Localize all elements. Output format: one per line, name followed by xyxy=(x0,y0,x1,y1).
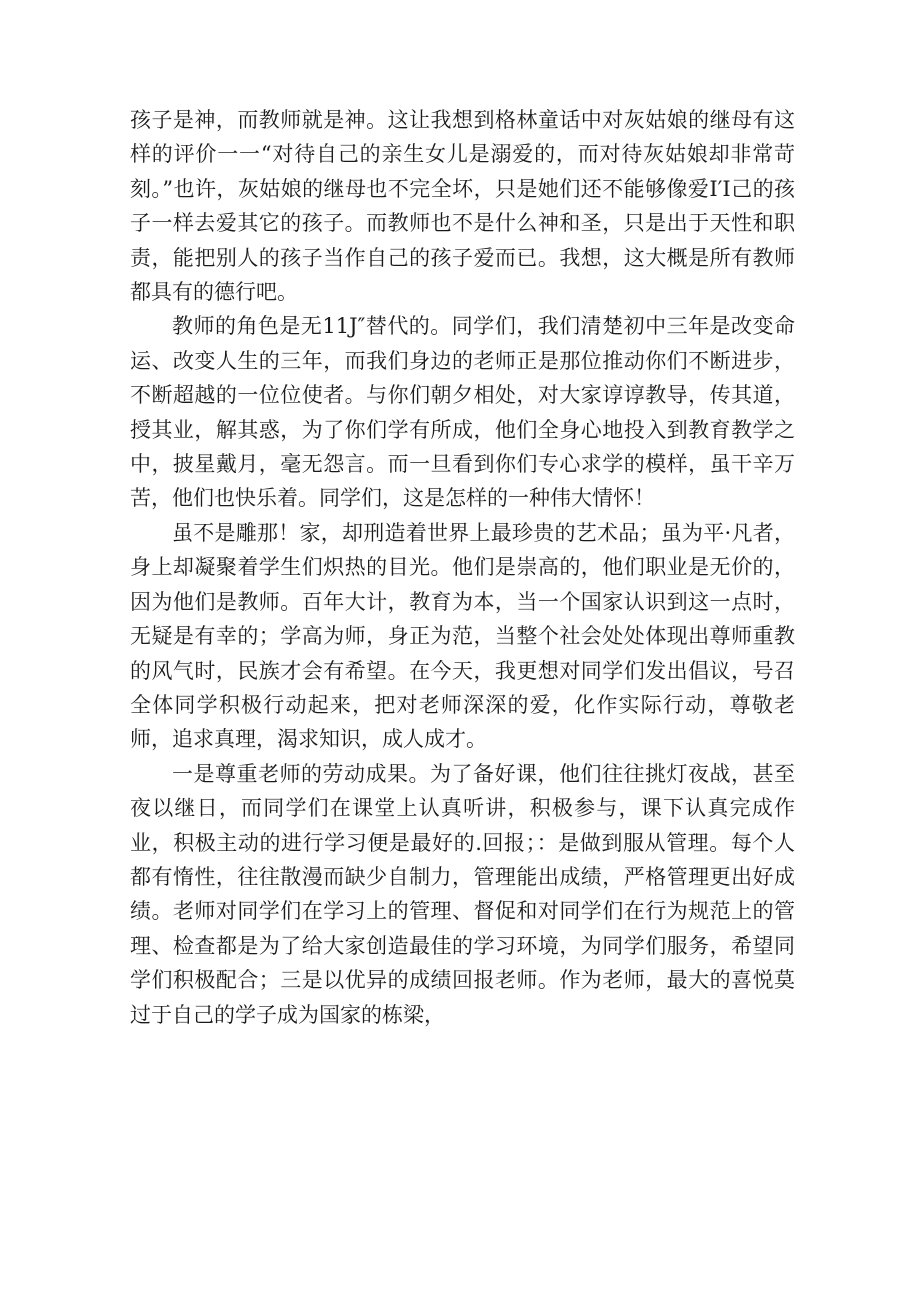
paragraph-2: 教师的角色是无11J″替代的。同学们，我们清楚初中三年是改变命运、改变人生的三年，而我们身边的老师正是那位推动你们不断进步，不断超越的一位位使者。与你们朝夕相处，对大家谆谆教导，传其道，授其业，解其惑，为了你们学有所成，他们全身心地投入到教育教学之中，披星戴月，毫无怨言。而一旦看到你们专心求学的模样，虽干辛万苦，他们也快乐着。同学们，这是怎样的一种伟大情怀！ xyxy=(130,314,795,511)
document-body xyxy=(130,103,795,1032)
paragraph-1: 孩子是神，而教师就是神。这让我想到格林童话中对灰姑娘的继母有这样的评价一一“对待自己的亲生女儿是溺爱的，而对待灰姑娘却非常苛刻。”也许，灰姑娘的继母也不完全坏，只是她们还不能够像爱I′I己的孩子一样去爱其它的孩子。而教师也不是什么神和圣，只是出于天性和职责，能把别人的孩子当作自己的孩子爱而已。我想，这大概是所有教师都具有的德行吧。 xyxy=(130,108,795,305)
paragraph-4: 一是尊重老师的劳动成果。为了备好课，他们往往挑灯夜战，甚至夜以继日，而同学们在课堂上认真听讲，积极参与，课下认真完成作业，积极主动的进行学习便是最好的.回报；：是做到服从管理。每个人都有惰性，往往散漫而缺少自制力，管理能出成绩，严格管理更出好成绩。老师对同学们在学习上的管理、督促和对同学们在行为规范上的管理、检查都是为了给大家创造最佳的学习环境，为同学们服务，希望同学们积极配合；三是以优异的成绩回报老师。作为老师，最大的喜悦莫过于自己的学子成为国家的栋梁， xyxy=(130,761,795,1027)
paragraph-3: 虽不是雕那！家，却刑造着世界上最珍贵的艺术品；虽为平·凡者，身上却凝聚着学生们炽热的目光。他们是崇高的，他们职业是无价的，因为他们是教师。百年大计，教育为本，当一个国家认识到这一点时，无疑是有幸的；学高为师，身正为范，当整个社会处处体现出尊师重教的风气时，民族才会有希望。在今天，我更想对同学们发出倡议，号召全体同学积极行动起来，把对老师深深的爱，化作实际行动，尊敬老师，追求真理，渴求知识，成人成才。 xyxy=(130,520,795,752)
